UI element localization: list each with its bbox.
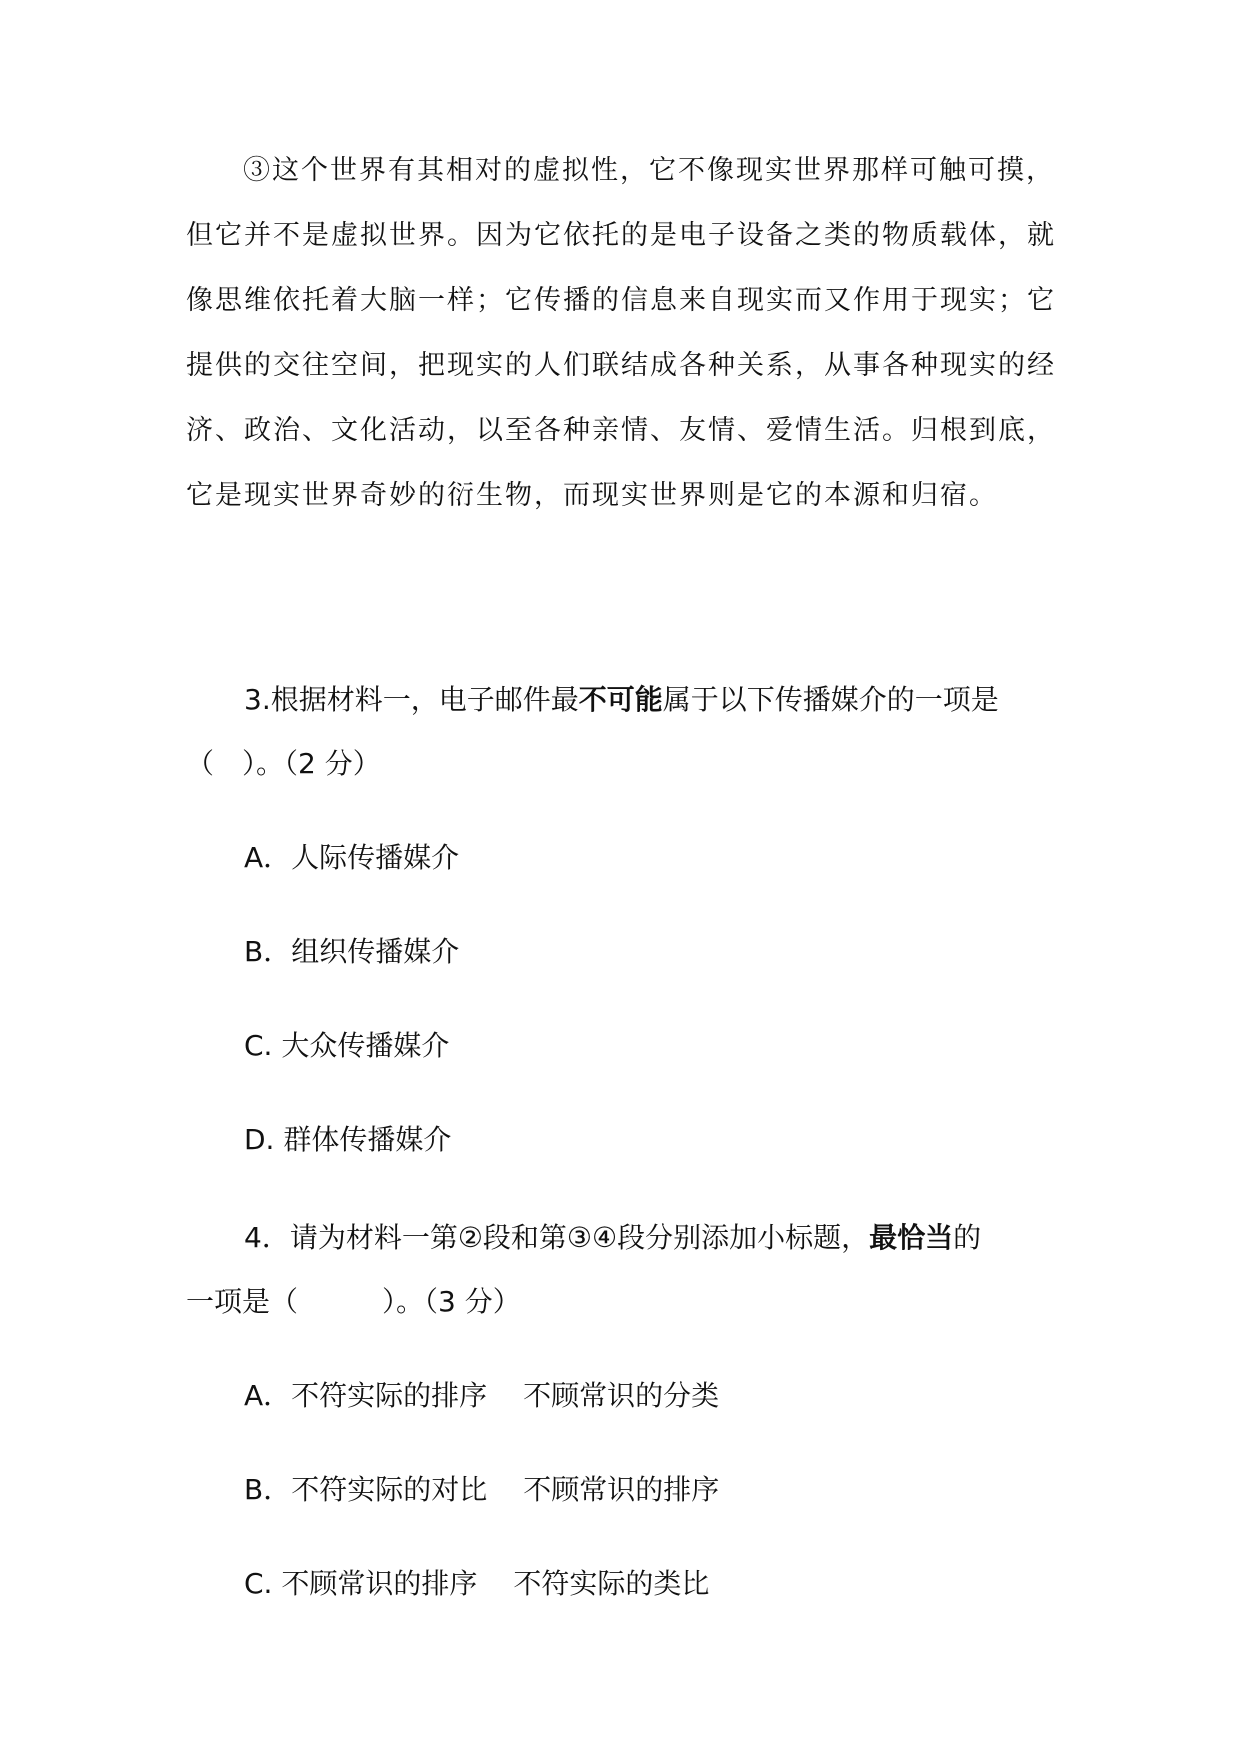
question-3-text-a: 3.根据材料一，电子邮件最 (244, 683, 579, 716)
question-4-stem (244, 1220, 981, 1256)
option-b-first: B．不符实际的对比 (244, 1473, 488, 1506)
option-a-first: A．不符实际的排序 (244, 1379, 488, 1412)
option-c-first: C. 不顾常识的排序 (244, 1567, 478, 1600)
question-3-option-d[interactable]: D. 群体传播媒介 (244, 1123, 452, 1156)
question-4-text-b: 的 (953, 1221, 982, 1254)
passage-line: ③这个世界有其相对的虚拟性，它不像现实世界那样可触可摸， (243, 155, 1055, 186)
question-4-option-a[interactable] (244, 1378, 719, 1414)
passage-line: 济、政治、文化活动，以至各种亲情、友情、爱情生活。归根到底， (186, 415, 1056, 446)
question-4-text-a: 4．请为材料一第②段和第③④段分别添加小标题， (244, 1221, 870, 1254)
question-3-option-a[interactable]: A．人际传播媒介 (244, 841, 460, 874)
question-3-stem (244, 682, 999, 718)
option-a-second: 不顾常识的分类 (523, 1379, 720, 1412)
passage-line: 它是现实世界奇妙的衍生物，而现实世界则是它的本源和归宿。 (186, 480, 998, 511)
passage-line: 但它并不是虚拟世界。因为它依托的是电子设备之类的物质载体，就 (186, 220, 1056, 251)
question-3-option-c[interactable]: C. 大众传播媒介 (244, 1029, 450, 1062)
passage-line: 像思维依托着大脑一样；它传播的信息来自现实而又作用于现实；它 (186, 285, 1056, 316)
question-3-blank-score: （ ）。（2 分） (186, 747, 381, 780)
option-b-second: 不顾常识的排序 (523, 1473, 720, 1506)
question-4-option-b[interactable] (244, 1472, 719, 1508)
passage-line: 提供的交往空间，把现实的人们联结成各种关系，从事各种现实的经 (186, 350, 1056, 381)
option-c-second: 不符实际的类比 (513, 1567, 710, 1600)
question-3-emphasis: 不可能 (578, 683, 663, 716)
question-4-emphasis: 最恰当 (869, 1221, 954, 1254)
question-4-blank-score: 一项是（ ）。（3 分） (186, 1285, 521, 1318)
question-3-text-b: 属于以下传播媒介的一项是 (662, 683, 999, 716)
passage-paragraph-3 (186, 154, 1066, 544)
question-4-option-c[interactable] (244, 1566, 709, 1602)
question-3-option-b[interactable]: B．组织传播媒介 (244, 935, 460, 968)
